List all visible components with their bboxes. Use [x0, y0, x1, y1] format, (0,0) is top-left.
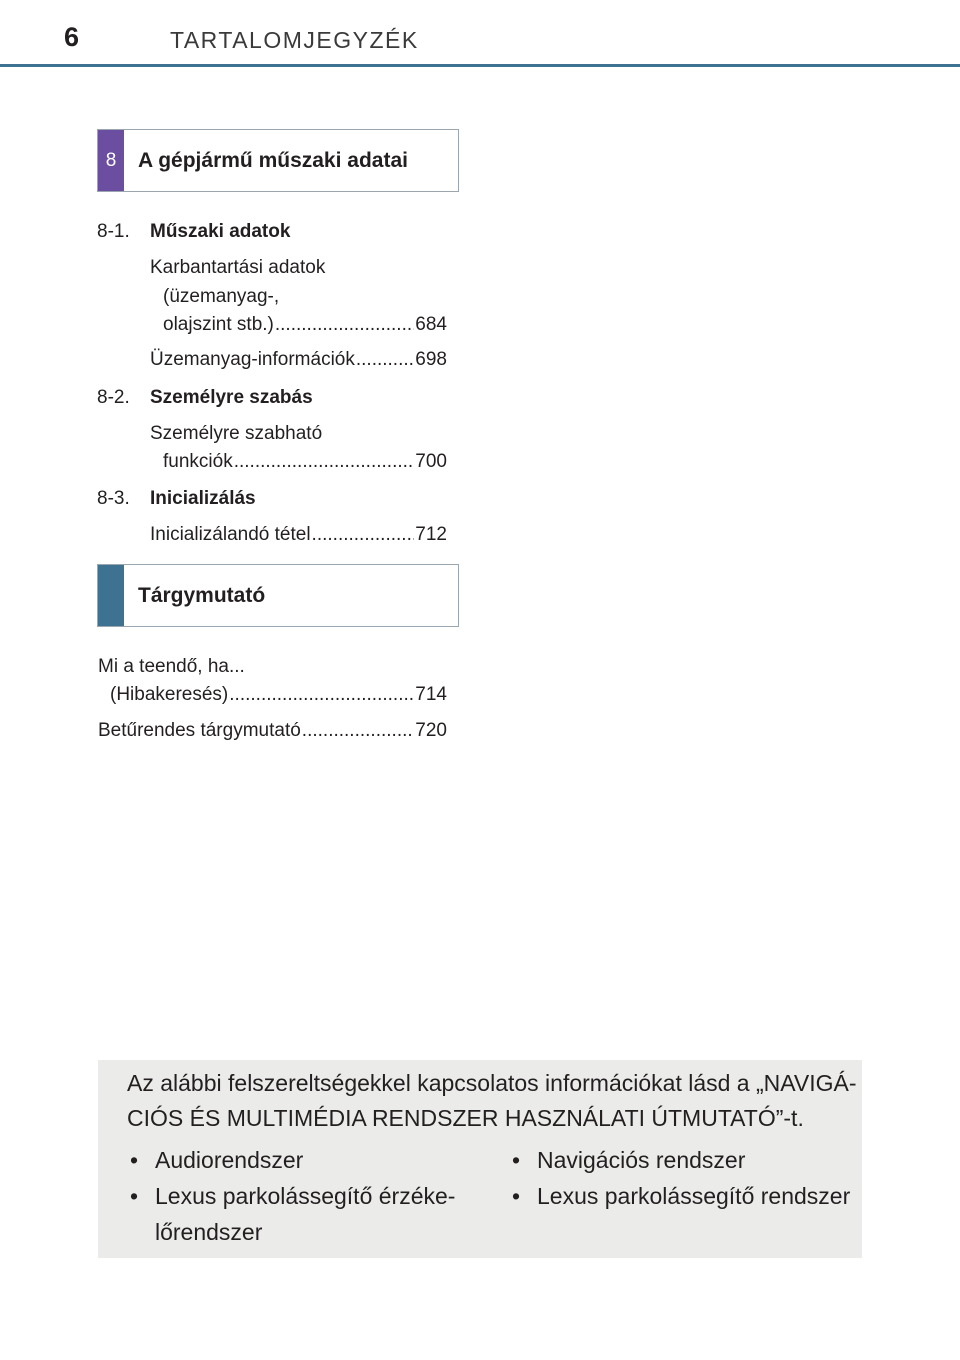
- leader-dots: [234, 450, 415, 474]
- index-section-heading[interactable]: [97, 564, 459, 627]
- page-number: 6: [64, 22, 80, 52]
- page-header: [0, 0, 960, 66]
- leader-dots: [229, 683, 414, 707]
- chapter-number: 8-3.: [97, 488, 130, 509]
- bullet-item: [130, 1179, 455, 1214]
- bullet-icon: •: [130, 1147, 139, 1173]
- header-rule: [0, 64, 960, 67]
- section-title: Tárgymutató: [138, 583, 266, 607]
- section-title: A gépjármű műszaki adatai: [138, 148, 408, 172]
- toc-entry[interactable]: [150, 348, 447, 372]
- info-text-line: Az alábbi felszereltségekkel kapcsolatos információkat lásd a „NAVIGÁ-: [127, 1070, 857, 1096]
- bullet-item: [130, 1143, 303, 1178]
- bullet-icon: •: [512, 1183, 521, 1209]
- bullet-text: Lexus parkolássegítő rendszer: [537, 1183, 851, 1209]
- toc-page-number: 684: [415, 314, 447, 335]
- leader-dots: [356, 348, 414, 372]
- toc-entry-line: (üzemanyag-,: [163, 286, 280, 307]
- toc-entry[interactable]: [110, 683, 447, 707]
- section-8-heading[interactable]: [97, 129, 459, 192]
- toc-page-number: 700: [415, 451, 447, 472]
- bullet-item: [512, 1143, 745, 1178]
- leader-dots: [312, 523, 415, 547]
- section-tab: [98, 565, 124, 626]
- chapter-title[interactable]: Műszaki adatok: [150, 221, 291, 242]
- page-title: TARTALOMJEGYZÉK: [170, 27, 419, 53]
- bullet-text-continuation: lőrendszer: [155, 1219, 263, 1245]
- toc-entry-label: olajszint stb.): [163, 314, 274, 335]
- toc-entry-line: Személyre szabható: [150, 423, 323, 444]
- toc-page-number: 712: [415, 524, 447, 545]
- toc-entry-label: Betűrendes tárgymutató: [98, 720, 301, 741]
- chapter-title[interactable]: Inicializálás: [150, 488, 256, 509]
- toc-page-number: 714: [415, 684, 447, 705]
- toc-entry-line: Mi a teendő, ha...: [98, 656, 245, 677]
- section-number: 8: [105, 149, 117, 171]
- toc-page-number: 720: [415, 720, 447, 741]
- bullet-icon: •: [512, 1147, 521, 1173]
- toc-entry-label: funkciók: [163, 451, 233, 472]
- bullet-item: [512, 1179, 850, 1214]
- leader-dots: [275, 313, 414, 337]
- toc-page-number: 698: [415, 349, 447, 370]
- bullet-text: Navigációs rendszer: [537, 1147, 746, 1173]
- info-box: [98, 1060, 862, 1258]
- bullet-text: Audiorendszer: [155, 1147, 304, 1173]
- leader-dots: [302, 719, 415, 743]
- chapter-number: 8-2.: [97, 387, 130, 408]
- toc-entry[interactable]: [163, 450, 447, 474]
- info-text: [127, 1066, 857, 1136]
- bullet-text: Lexus parkolássegítő érzéke-: [155, 1183, 456, 1209]
- chapter-number: 8-1.: [97, 221, 130, 242]
- toc-entry[interactable]: [163, 313, 447, 337]
- toc-entry[interactable]: [150, 523, 447, 547]
- toc-entry-line: Karbantartási adatok: [150, 257, 326, 278]
- chapter-title[interactable]: Személyre szabás: [150, 387, 313, 408]
- info-text-line: CIÓS ÉS MULTIMÉDIA RENDSZER HASZNÁLATI ÚTMUTATÓ”-t.: [127, 1105, 804, 1131]
- bullet-icon: •: [130, 1183, 139, 1209]
- toc-entry-label: (Hibakeresés): [110, 684, 229, 705]
- toc-entry-label: Üzemanyag-információk: [150, 349, 355, 370]
- toc-entry[interactable]: [98, 719, 447, 743]
- toc-entry-label: Inicializálandó tétel: [150, 524, 311, 545]
